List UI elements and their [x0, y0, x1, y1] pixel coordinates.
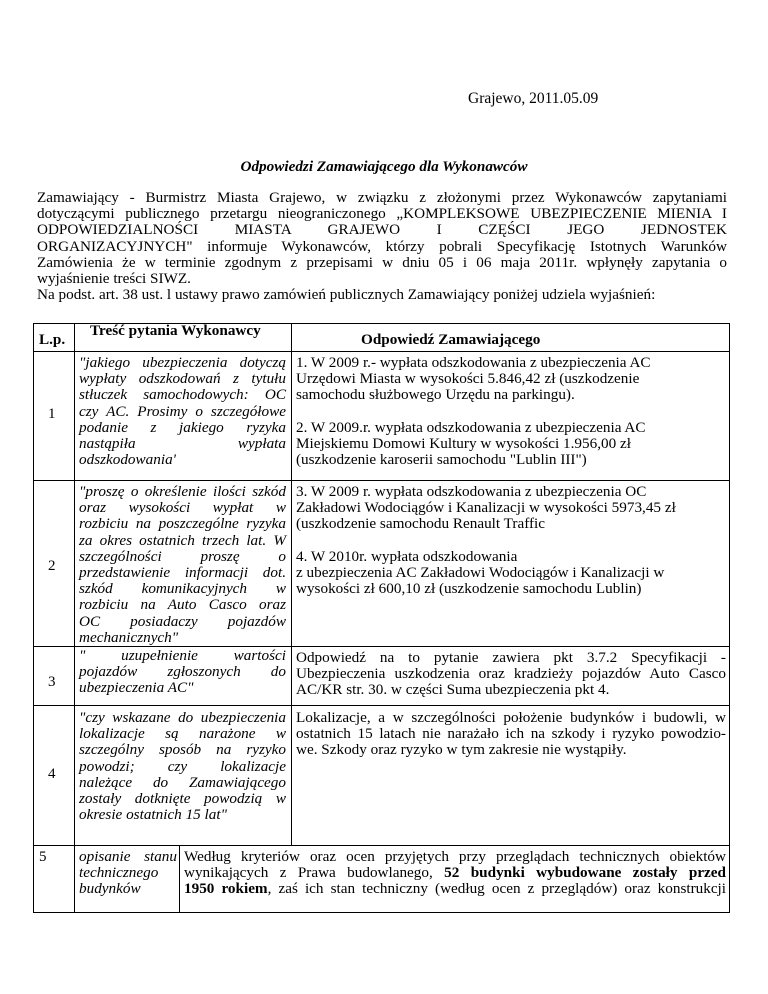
- question-line: pojazdów zgłoszonych do: [79, 663, 286, 681]
- row-number: 4: [48, 766, 56, 782]
- answer-line: Ubezpieczenia uszkodzenia oraz kradzieży pojazdów Auto Casco: [296, 665, 726, 683]
- answer-line: 2. W 2009.r. wypłata odszkodowania z ubezpieczenia AC: [296, 418, 646, 436]
- intro-paragraph: [37, 190, 727, 303]
- row-number: 3: [48, 674, 56, 690]
- question-line: "proszę o określenie ilości szkód: [79, 483, 286, 500]
- answer-line: we. Szkody oraz ryzyko w tym zakresie nie wystąpiły.: [296, 741, 627, 759]
- column-divider: [179, 845, 180, 913]
- header-answer: Odpowiedź Zamawiającego: [361, 331, 541, 348]
- place-date: Grajewo, 2011.05.09: [468, 90, 599, 107]
- question-line: nastąpiła wypłata: [79, 435, 286, 453]
- question-line: powodzi; czy lokalizacje: [79, 757, 286, 775]
- answer-line: (uszkodzenie samochodu Renault Traffic: [296, 515, 545, 533]
- answer-text: [184, 849, 726, 898]
- answer-line: Odpowiedź na to pytanie zawiera pkt 3.7.2 Specyfikacji -: [296, 649, 726, 666]
- answer-line: 1. W 2009 r.- wypłata odszkodowania z ubezpieczenia AC: [296, 354, 651, 371]
- question-line: " uzupełnienie wartości: [79, 647, 286, 664]
- question-line: "czy wskazane do ubezpieczenia: [79, 709, 286, 726]
- answer-line: ostatnich 15 latach nie narażało ich na szkody i ryzyko powodzio-: [296, 725, 726, 743]
- answer-fragment: wynikających z Prawa budowlanego,: [184, 864, 445, 882]
- answer-emphasis: 1950 rokiem: [184, 880, 268, 898]
- row-divider: [33, 705, 730, 706]
- row-number: 2: [48, 558, 56, 574]
- table-border: [33, 323, 34, 913]
- question-line: rozbiciu na Auto Casco oraz: [79, 596, 286, 614]
- answer-line: [296, 533, 726, 549]
- row-divider: [33, 480, 730, 481]
- question-text: [79, 648, 286, 697]
- question-line: lokalizacje są narażone w: [79, 725, 286, 743]
- intro-line: Na podst. art. 38 ust. l ustawy prawo zamówień publicznych Zamawiający poniżej udziela wyjaśnień:: [37, 286, 656, 304]
- question-line: okresie ostatnich 15 lat": [79, 806, 227, 824]
- answer-line: (uszkodzenie karoserii samochodu "Lublin III"): [296, 451, 587, 469]
- question-line: technicznego: [79, 864, 159, 882]
- question-line: opisanie stanu: [79, 848, 177, 865]
- question-line: należące do Zamawiającego: [79, 773, 286, 791]
- answer-line: AC/KR str. 30. w części Suma ubezpieczenia pkt 4.: [296, 681, 610, 699]
- question-line: przedstawienie informacji dot.: [79, 564, 286, 582]
- question-line: za okres ostatnich trzech lat. W: [79, 531, 286, 549]
- intro-line: Zamówienia że w terminie zgodnym z przepisami w dniu 05 i 06 maja 2011r. wpłynęły zapytania o: [37, 253, 727, 271]
- column-divider: [291, 323, 292, 845]
- question-line: odszkodowania': [79, 451, 176, 469]
- question-text: [79, 355, 286, 468]
- question-line: szkód komunikacyjnych w: [79, 580, 286, 598]
- table-border: [729, 323, 730, 913]
- answer-line: Według kryteriów oraz ocen przyjętych przy przeglądach technicznych obiektów: [184, 848, 726, 865]
- question-line: budynków: [79, 880, 141, 898]
- answer-line: Urzędowi Miasta w wysokości 5.846,42 zł (uszkodzenie: [296, 370, 640, 388]
- question-text: [79, 849, 177, 898]
- answer-line: [184, 881, 726, 897]
- row-number: 5: [39, 849, 47, 865]
- question-text: [79, 484, 286, 646]
- answer-line: Miejskiemu Domowi Kultury w wysokości 1.956,00 zł: [296, 435, 631, 453]
- intro-line: dotyczącymi publicznego przetargu nieograniczonego „KOMPLEKSOWE UBEZPIECZENIE MIENIA I: [37, 205, 727, 223]
- document-title: Odpowiedzi Zamawiającego dla Wykonawców: [240, 158, 528, 175]
- column-divider: [74, 323, 75, 913]
- answer-line: [184, 865, 726, 881]
- answer-line: [296, 404, 726, 420]
- question-line: "jakiego ubezpieczenia dotyczą: [79, 354, 286, 371]
- answer-text: [296, 650, 726, 699]
- question-line: stłuczek samochodowych: OC: [79, 386, 286, 404]
- answer-text: [296, 355, 726, 468]
- answer-line: z ubezpieczenia AC Zakładowi Wodociągów i Kanalizacji w: [296, 564, 665, 582]
- question-line: czy AC. Prosimy o szczegółowe: [79, 402, 286, 420]
- question-line: podanie z jakiego ryzyka: [79, 418, 286, 436]
- answer-text: [296, 484, 726, 597]
- question-line: szczególności proszę o: [79, 547, 286, 565]
- qa-table: [33, 323, 730, 913]
- answer-text: [296, 710, 726, 759]
- row-divider: [33, 351, 730, 352]
- intro-line: wyjaśnienie treści SIWZ.: [37, 270, 191, 288]
- question-line: OC posiadaczy pojazdów: [79, 612, 286, 630]
- question-line: rozbiciu na poszczególne ryzyka: [79, 515, 286, 533]
- question-line: oraz wysokości wypłat w: [79, 499, 286, 517]
- answer-emphasis: 52 budynki wybudowane zostały przed: [444, 864, 726, 882]
- row-number: 1: [48, 406, 56, 422]
- intro-line: Zamawiający - Burmistrz Miasta Grajewo, w związku z złożonymi przez Wykonawców zapytaniami: [37, 189, 727, 206]
- question-line: zostały dotknięte powodzią w: [79, 790, 286, 808]
- answer-fragment: , zaś ich stan techniczny (według ocen z przeglądów) oraz konstrukcji: [267, 880, 726, 898]
- question-line: wypłaty odszkodowań z tytułu: [79, 370, 286, 388]
- question-text: [79, 710, 286, 823]
- header-question: Treść pytania Wykonawcy: [90, 322, 261, 339]
- answer-line: Zakładowi Wodociągów i Kanalizacji w wysokości 5973,45 zł: [296, 499, 676, 517]
- answer-line: 3. W 2009 r. wypłata odszkodowania z ubezpieczenia OC: [296, 483, 647, 500]
- intro-line: ODPOWIEDZIALNOŚCI MIASTA GRAJEWO I CZĘŚCI JEGO JEDNOSTEK: [37, 221, 727, 239]
- answer-line: wysokości zł 600,10 zł (uszkodzenie samochodu Lublin): [296, 580, 642, 598]
- table-border: [33, 912, 730, 913]
- row-divider: [33, 845, 730, 846]
- header-lp: L.p.: [39, 331, 66, 348]
- intro-line: ORGANIZACYJNYCH" informuje Wykonawców, którzy pobrali Specyfikację Istotnych Warunków: [37, 237, 727, 255]
- answer-line: Lokalizacje, a w szczególności położenie budynków i budowli, w: [296, 709, 726, 726]
- answer-line: 4. W 2010r. wypłata odszkodowania: [296, 547, 518, 565]
- question-line: mechanicznych": [79, 628, 179, 646]
- question-line: ubezpieczenia AC": [79, 679, 194, 697]
- answer-line: samochodu służbowego Urzędu na parkingu).: [296, 386, 575, 404]
- question-line: szczególny sposób na ryzyko: [79, 741, 286, 759]
